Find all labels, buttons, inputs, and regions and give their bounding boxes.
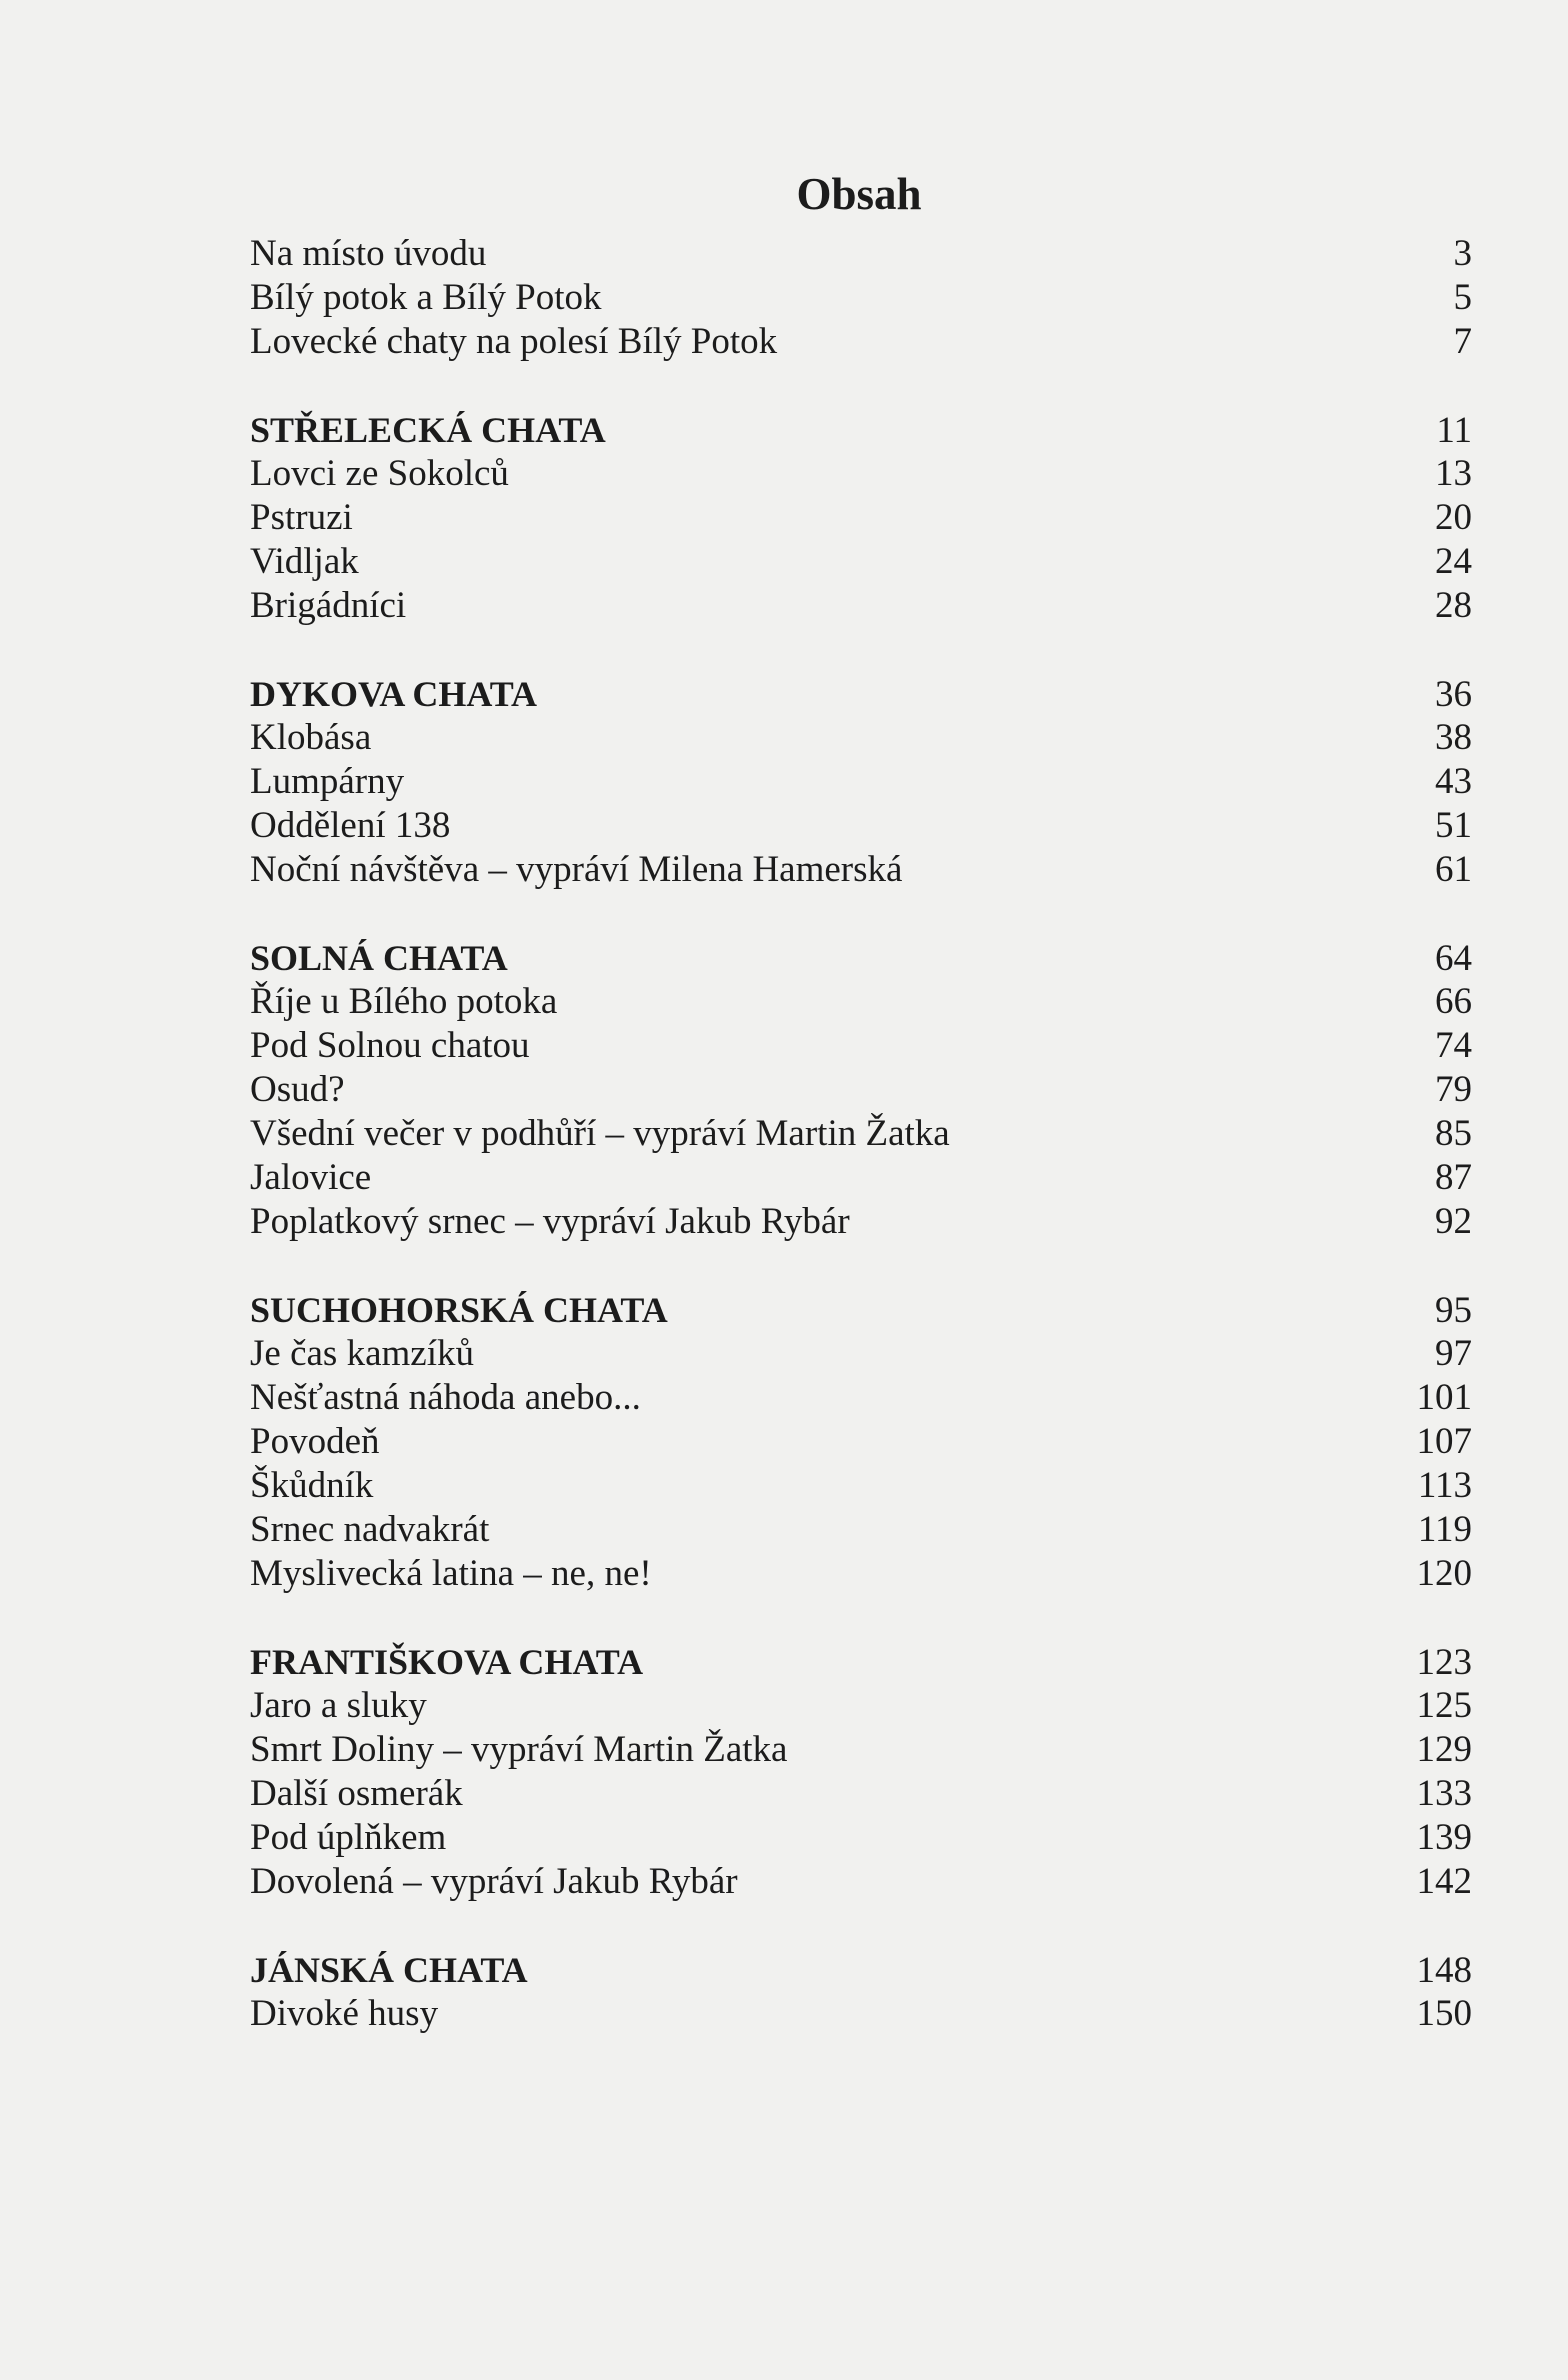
toc-entry bbox=[250, 1332, 1472, 1376]
page-title: Obsah bbox=[796, 169, 922, 220]
entry-label: Klobása bbox=[250, 717, 372, 758]
toc-entry bbox=[250, 320, 1472, 364]
page-number: 87 bbox=[1435, 1157, 1472, 1198]
toc-entry bbox=[250, 980, 1472, 1024]
toc-entry bbox=[250, 496, 1472, 540]
entry-label: Lovecké chaty na polesí Bílý Potok bbox=[250, 321, 778, 362]
section-heading-label: SOLNÁ CHATA bbox=[250, 938, 508, 978]
entry-label: Pstruzi bbox=[250, 497, 353, 538]
page-number: 7 bbox=[1453, 321, 1472, 362]
toc-section bbox=[250, 232, 1472, 364]
page-number: 107 bbox=[1416, 1421, 1472, 1462]
page-number: 95 bbox=[1435, 1290, 1472, 1331]
page-number: 11 bbox=[1436, 410, 1472, 451]
toc-section-heading bbox=[250, 1640, 1472, 1684]
toc-entry bbox=[250, 276, 1472, 320]
toc-section-heading bbox=[250, 408, 1472, 452]
toc-entry bbox=[250, 1068, 1472, 1112]
toc-section-heading bbox=[250, 672, 1472, 716]
toc-entry bbox=[250, 1200, 1472, 1244]
entry-label: Další osmerák bbox=[250, 1773, 463, 1814]
toc-entry bbox=[250, 716, 1472, 760]
entry-label: Nešťastná náhoda anebo... bbox=[250, 1377, 641, 1418]
toc-entry bbox=[250, 232, 1472, 276]
entry-label: Škůdník bbox=[250, 1465, 374, 1506]
entry-label: Jalovice bbox=[250, 1157, 372, 1198]
page-number: 139 bbox=[1416, 1817, 1472, 1858]
toc-entry bbox=[250, 1464, 1472, 1508]
page-number: 64 bbox=[1435, 938, 1472, 979]
toc-entry bbox=[250, 1992, 1472, 2036]
page-number: 61 bbox=[1435, 849, 1472, 890]
toc-entry bbox=[250, 1684, 1472, 1728]
page-number: 120 bbox=[1416, 1553, 1472, 1594]
toc-entry bbox=[250, 1816, 1472, 1860]
page-number: 125 bbox=[1416, 1685, 1472, 1726]
page-number: 74 bbox=[1435, 1025, 1472, 1066]
toc-section-heading bbox=[250, 1948, 1472, 1992]
page-number: 3 bbox=[1453, 233, 1472, 274]
toc-entry bbox=[250, 452, 1472, 496]
page-number: 97 bbox=[1435, 1333, 1472, 1374]
toc-section bbox=[250, 1948, 1472, 2036]
page-number: 28 bbox=[1435, 585, 1472, 626]
page-number: 20 bbox=[1435, 497, 1472, 538]
entry-label: Srnec nadvakrát bbox=[250, 1509, 490, 1550]
page-number: 38 bbox=[1435, 717, 1472, 758]
entry-label: Smrt Doliny – vypráví Martin Žatka bbox=[250, 1729, 788, 1770]
toc-entry bbox=[250, 1112, 1472, 1156]
entry-label: Jaro a sluky bbox=[250, 1685, 427, 1726]
toc-entry bbox=[250, 804, 1472, 848]
page-number: 13 bbox=[1435, 453, 1472, 494]
toc-entry bbox=[250, 1508, 1472, 1552]
entry-label: Oddělení 138 bbox=[250, 805, 451, 846]
toc-entry bbox=[250, 540, 1472, 584]
entry-label: Pod Solnou chatou bbox=[250, 1025, 530, 1066]
section-heading-label: DYKOVA CHATA bbox=[250, 674, 538, 714]
toc-section bbox=[250, 408, 1472, 628]
toc-entry bbox=[250, 584, 1472, 628]
toc-section-heading bbox=[250, 1288, 1472, 1332]
page-number: 51 bbox=[1435, 805, 1472, 846]
page-number: 5 bbox=[1453, 277, 1472, 318]
page-number: 43 bbox=[1435, 761, 1472, 802]
toc-section-heading bbox=[250, 936, 1472, 980]
entry-label: Na místo úvodu bbox=[250, 233, 487, 274]
entry-label: Říje u Bílého potoka bbox=[250, 981, 558, 1022]
page-number: 101 bbox=[1416, 1377, 1472, 1418]
toc-entry bbox=[250, 1024, 1472, 1068]
page-number: 66 bbox=[1435, 981, 1472, 1022]
page-number: 150 bbox=[1416, 1993, 1472, 2034]
toc-entry bbox=[250, 1156, 1472, 1200]
toc-entry bbox=[250, 1420, 1472, 1464]
toc-entry bbox=[250, 1772, 1472, 1816]
page-number: 85 bbox=[1435, 1113, 1472, 1154]
entry-label: Všední večer v podhůří – vypráví Martin Žatka bbox=[250, 1113, 950, 1154]
toc-section bbox=[250, 1288, 1472, 1596]
page-number: 24 bbox=[1435, 541, 1472, 582]
entry-label: Pod úplňkem bbox=[250, 1817, 447, 1858]
entry-label: Noční návštěva – vypráví Milena Hamerská bbox=[250, 849, 903, 890]
entry-label: Povodeň bbox=[250, 1421, 380, 1462]
toc-entry bbox=[250, 1860, 1472, 1904]
toc-entry bbox=[250, 760, 1472, 804]
table-of-contents bbox=[250, 232, 1472, 2080]
entry-label: Lovci ze Sokolců bbox=[250, 453, 509, 494]
page-number: 36 bbox=[1435, 674, 1472, 715]
section-heading-label: JÁNSKÁ CHATA bbox=[250, 1950, 528, 1990]
toc-section bbox=[250, 672, 1472, 892]
page-number: 148 bbox=[1416, 1950, 1472, 1991]
entry-label: Poplatkový srnec – vypráví Jakub Rybár bbox=[250, 1201, 850, 1242]
entry-label: Osud? bbox=[250, 1069, 345, 1110]
page-number: 92 bbox=[1435, 1201, 1472, 1242]
page-number: 119 bbox=[1417, 1509, 1472, 1550]
entry-label: Divoké husy bbox=[250, 1993, 439, 2034]
page-number: 123 bbox=[1416, 1642, 1472, 1683]
toc-entry bbox=[250, 1376, 1472, 1420]
page-number: 113 bbox=[1417, 1465, 1472, 1506]
page-number: 133 bbox=[1416, 1773, 1472, 1814]
toc-entry bbox=[250, 848, 1472, 892]
entry-label: Brigádníci bbox=[250, 585, 407, 626]
page-number: 142 bbox=[1416, 1861, 1472, 1902]
entry-label: Myslivecká latina – ne, ne! bbox=[250, 1553, 652, 1594]
entry-label: Bílý potok a Bílý Potok bbox=[250, 277, 602, 318]
section-heading-label: FRANTIŠKOVA CHATA bbox=[250, 1642, 644, 1682]
toc-section bbox=[250, 936, 1472, 1244]
section-heading-label: SUCHOHORSKÁ CHATA bbox=[250, 1290, 668, 1330]
toc-section bbox=[250, 1640, 1472, 1904]
entry-label: Lumpárny bbox=[250, 761, 405, 802]
page-number: 79 bbox=[1435, 1069, 1472, 1110]
entry-label: Vidljak bbox=[250, 541, 359, 582]
entry-label: Je čas kamzíků bbox=[250, 1333, 474, 1374]
toc-entry bbox=[250, 1552, 1472, 1596]
entry-label: Dovolená – vypráví Jakub Rybár bbox=[250, 1861, 738, 1902]
section-heading-label: STŘELECKÁ CHATA bbox=[250, 410, 606, 450]
toc-entry bbox=[250, 1728, 1472, 1772]
page-number: 129 bbox=[1416, 1729, 1472, 1770]
